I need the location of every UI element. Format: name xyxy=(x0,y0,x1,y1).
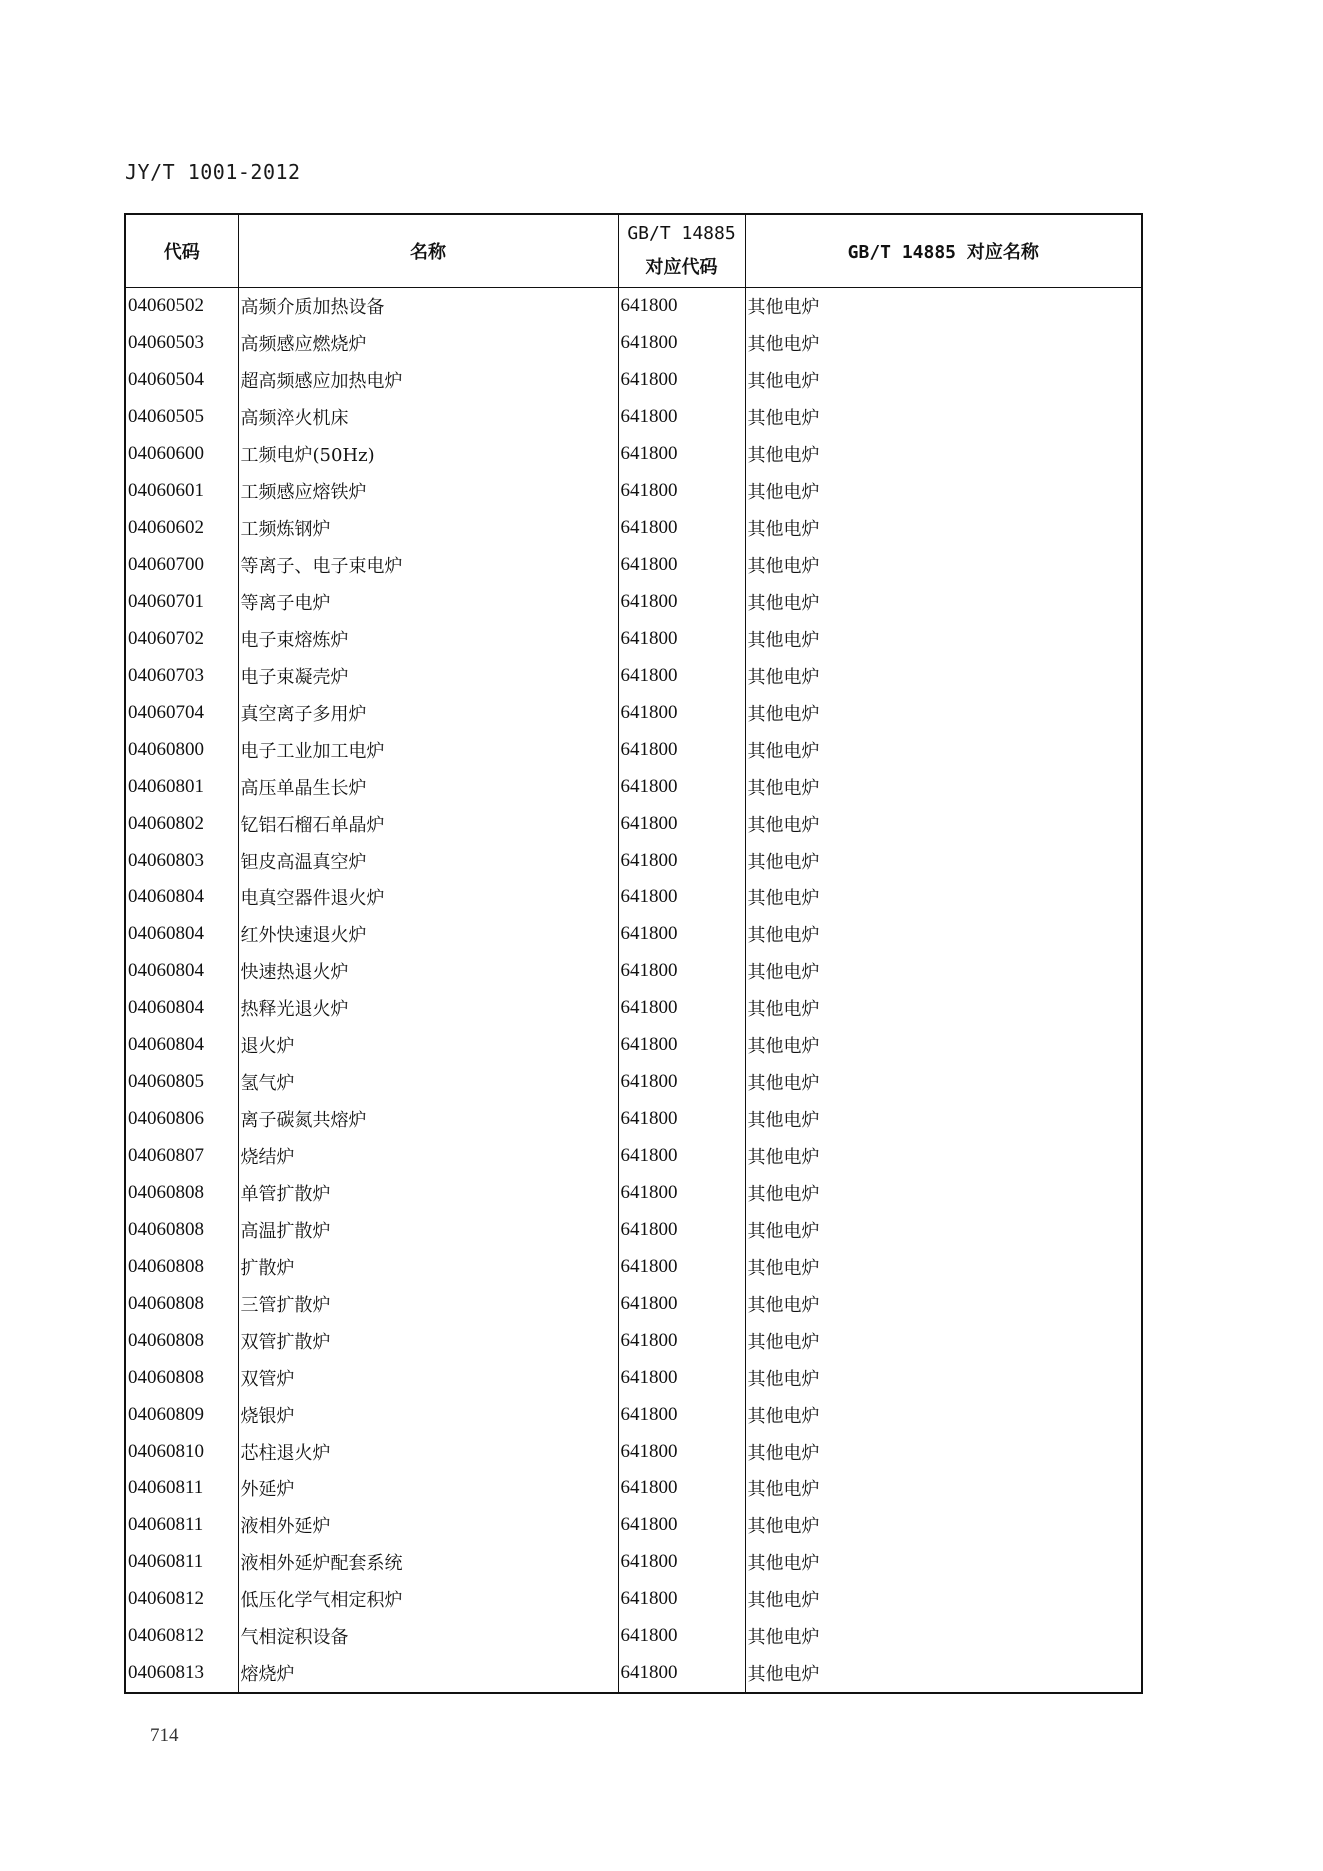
cell-name: 热释光退火炉 xyxy=(238,990,618,1027)
cell-gb-code: 641800 xyxy=(618,1618,745,1655)
cell-name: 电真空器件退火炉 xyxy=(238,879,618,916)
cell-name: 高频淬火机床 xyxy=(238,399,618,436)
cell-name: 扩散炉 xyxy=(238,1248,618,1285)
cell-gb-code: 641800 xyxy=(618,731,745,768)
cell-code: 04060806 xyxy=(125,1101,238,1138)
cell-gb-code: 641800 xyxy=(618,1322,745,1359)
cell-gb-code: 641800 xyxy=(618,694,745,731)
table-row xyxy=(125,288,1142,325)
cell-gb-name: 其他电炉 xyxy=(745,1138,1142,1175)
cell-code: 04060812 xyxy=(125,1618,238,1655)
cell-gb-code: 641800 xyxy=(618,1064,745,1101)
cell-gb-code: 641800 xyxy=(618,768,745,805)
cell-code: 04060801 xyxy=(125,768,238,805)
cell-gb-code: 641800 xyxy=(618,288,745,325)
cell-code: 04060804 xyxy=(125,953,238,990)
cell-name: 等离子电炉 xyxy=(238,584,618,621)
cell-name: 电子工业加工电炉 xyxy=(238,731,618,768)
cell-gb-code: 641800 xyxy=(618,1507,745,1544)
cell-code: 04060505 xyxy=(125,399,238,436)
table-row xyxy=(125,768,1142,805)
table-row xyxy=(125,1138,1142,1175)
header-code: 代码 xyxy=(125,214,238,288)
table-row xyxy=(125,584,1142,621)
cell-gb-code: 641800 xyxy=(618,1581,745,1618)
page-number: 714 xyxy=(150,1725,179,1746)
cell-gb-code: 641800 xyxy=(618,1138,745,1175)
cell-name: 工频炼钢炉 xyxy=(238,510,618,547)
cell-code: 04060502 xyxy=(125,288,238,325)
cell-gb-name: 其他电炉 xyxy=(745,805,1142,842)
header-gb-code xyxy=(618,214,745,288)
cell-gb-name: 其他电炉 xyxy=(745,1507,1142,1544)
cell-name: 气相淀积设备 xyxy=(238,1618,618,1655)
cell-code: 04060804 xyxy=(125,916,238,953)
cell-name: 液相外延炉配套系统 xyxy=(238,1544,618,1581)
cell-gb-code: 641800 xyxy=(618,584,745,621)
cell-code: 04060808 xyxy=(125,1322,238,1359)
cell-name: 钽皮高温真空炉 xyxy=(238,842,618,879)
cell-name: 电子束凝壳炉 xyxy=(238,657,618,694)
cell-gb-name: 其他电炉 xyxy=(745,1175,1142,1212)
cell-gb-name: 其他电炉 xyxy=(745,1359,1142,1396)
table-row xyxy=(125,842,1142,879)
cell-name: 烧结炉 xyxy=(238,1138,618,1175)
cell-name: 高温扩散炉 xyxy=(238,1211,618,1248)
cell-code: 04060702 xyxy=(125,620,238,657)
cell-name: 低压化学气相定积炉 xyxy=(238,1581,618,1618)
cell-code: 04060602 xyxy=(125,510,238,547)
cell-code: 04060601 xyxy=(125,473,238,510)
cell-gb-code: 641800 xyxy=(618,1544,745,1581)
cell-name: 离子碳氮共熔炉 xyxy=(238,1101,618,1138)
cell-name: 工频电炉(50Hz) xyxy=(238,436,618,473)
cell-name: 快速热退火炉 xyxy=(238,953,618,990)
cell-gb-name: 其他电炉 xyxy=(745,620,1142,657)
cell-code: 04060804 xyxy=(125,879,238,916)
table-row xyxy=(125,1470,1142,1507)
cell-gb-code: 641800 xyxy=(618,1101,745,1138)
cell-gb-name: 其他电炉 xyxy=(745,1544,1142,1581)
cell-code: 04060802 xyxy=(125,805,238,842)
cell-gb-name: 其他电炉 xyxy=(745,1433,1142,1470)
cell-code: 04060804 xyxy=(125,1027,238,1064)
table-row xyxy=(125,1027,1142,1064)
cell-name: 双管扩散炉 xyxy=(238,1322,618,1359)
cell-code: 04060813 xyxy=(125,1655,238,1693)
cell-code: 04060503 xyxy=(125,325,238,362)
cell-name: 超高频感应加热电炉 xyxy=(238,362,618,399)
table-row xyxy=(125,657,1142,694)
cell-gb-code: 641800 xyxy=(618,1470,745,1507)
cell-code: 04060808 xyxy=(125,1285,238,1322)
cell-gb-name: 其他电炉 xyxy=(745,510,1142,547)
cell-gb-code: 641800 xyxy=(618,990,745,1027)
table-row xyxy=(125,1544,1142,1581)
cell-gb-code: 641800 xyxy=(618,916,745,953)
cell-name: 高频介质加热设备 xyxy=(238,288,618,325)
cell-code: 04060701 xyxy=(125,584,238,621)
cell-code: 04060811 xyxy=(125,1544,238,1581)
table-row xyxy=(125,916,1142,953)
header-gb-code-line1: GB/T 14885 xyxy=(627,223,736,244)
code-table xyxy=(124,213,1143,1694)
cell-name: 芯柱退火炉 xyxy=(238,1433,618,1470)
table-row xyxy=(125,1285,1142,1322)
table-row xyxy=(125,1433,1142,1470)
header-gb-code-line2: 对应代码 xyxy=(645,257,718,278)
table-row xyxy=(125,1322,1142,1359)
table-row xyxy=(125,473,1142,510)
cell-name: 氢气炉 xyxy=(238,1064,618,1101)
cell-gb-name: 其他电炉 xyxy=(745,694,1142,731)
table-row xyxy=(125,1581,1142,1618)
table-row xyxy=(125,547,1142,584)
cell-gb-code: 641800 xyxy=(618,510,745,547)
cell-gb-name: 其他电炉 xyxy=(745,768,1142,805)
cell-gb-name: 其他电炉 xyxy=(745,1285,1142,1322)
cell-gb-name: 其他电炉 xyxy=(745,288,1142,325)
cell-name: 高压单晶生长炉 xyxy=(238,768,618,805)
table-header xyxy=(125,214,1142,288)
cell-gb-name: 其他电炉 xyxy=(745,1064,1142,1101)
cell-code: 04060809 xyxy=(125,1396,238,1433)
cell-name: 双管炉 xyxy=(238,1359,618,1396)
cell-gb-name: 其他电炉 xyxy=(745,399,1142,436)
table-row xyxy=(125,1507,1142,1544)
cell-gb-code: 641800 xyxy=(618,473,745,510)
cell-gb-name: 其他电炉 xyxy=(745,916,1142,953)
cell-name: 烧银炉 xyxy=(238,1396,618,1433)
table-body xyxy=(125,288,1142,1693)
cell-gb-name: 其他电炉 xyxy=(745,1618,1142,1655)
cell-gb-code: 641800 xyxy=(618,547,745,584)
cell-code: 04060808 xyxy=(125,1248,238,1285)
cell-gb-name: 其他电炉 xyxy=(745,473,1142,510)
cell-name: 电子束熔炼炉 xyxy=(238,620,618,657)
cell-gb-name: 其他电炉 xyxy=(745,1581,1142,1618)
cell-name: 真空离子多用炉 xyxy=(238,694,618,731)
table-row xyxy=(125,1396,1142,1433)
cell-code: 04060700 xyxy=(125,547,238,584)
header-gb-name: GB/T 14885 对应名称 xyxy=(745,214,1142,288)
table-row xyxy=(125,990,1142,1027)
cell-code: 04060504 xyxy=(125,362,238,399)
cell-gb-name: 其他电炉 xyxy=(745,657,1142,694)
cell-gb-code: 641800 xyxy=(618,1248,745,1285)
cell-code: 04060704 xyxy=(125,694,238,731)
cell-gb-code: 641800 xyxy=(618,1285,745,1322)
cell-gb-name: 其他电炉 xyxy=(745,584,1142,621)
cell-gb-code: 641800 xyxy=(618,805,745,842)
table-row xyxy=(125,953,1142,990)
cell-gb-name: 其他电炉 xyxy=(745,731,1142,768)
cell-name: 退火炉 xyxy=(238,1027,618,1064)
table-row xyxy=(125,1359,1142,1396)
cell-code: 04060808 xyxy=(125,1175,238,1212)
cell-gb-code: 641800 xyxy=(618,1359,745,1396)
cell-code: 04060811 xyxy=(125,1470,238,1507)
cell-code: 04060805 xyxy=(125,1064,238,1101)
cell-gb-code: 641800 xyxy=(618,842,745,879)
cell-gb-code: 641800 xyxy=(618,436,745,473)
cell-gb-name: 其他电炉 xyxy=(745,1322,1142,1359)
table-row xyxy=(125,1064,1142,1101)
cell-code: 04060804 xyxy=(125,990,238,1027)
standard-id: JY/T 1001-2012 xyxy=(125,160,301,184)
cell-gb-name: 其他电炉 xyxy=(745,879,1142,916)
cell-name: 三管扩散炉 xyxy=(238,1285,618,1322)
cell-name: 液相外延炉 xyxy=(238,1507,618,1544)
cell-name: 熔烧炉 xyxy=(238,1655,618,1693)
table-row xyxy=(125,436,1142,473)
cell-name: 等离子、电子束电炉 xyxy=(238,547,618,584)
cell-gb-code: 641800 xyxy=(618,325,745,362)
cell-gb-name: 其他电炉 xyxy=(745,1470,1142,1507)
cell-code: 04060808 xyxy=(125,1359,238,1396)
table-row xyxy=(125,362,1142,399)
cell-name: 红外快速退火炉 xyxy=(238,916,618,953)
cell-gb-name: 其他电炉 xyxy=(745,1027,1142,1064)
table-row xyxy=(125,620,1142,657)
table-row xyxy=(125,1211,1142,1248)
cell-gb-code: 641800 xyxy=(618,1027,745,1064)
cell-code: 04060810 xyxy=(125,1433,238,1470)
cell-gb-name: 其他电炉 xyxy=(745,436,1142,473)
cell-code: 04060812 xyxy=(125,1581,238,1618)
cell-gb-name: 其他电炉 xyxy=(745,990,1142,1027)
cell-code: 04060803 xyxy=(125,842,238,879)
cell-gb-name: 其他电炉 xyxy=(745,1655,1142,1693)
table-row xyxy=(125,1175,1142,1212)
cell-gb-name: 其他电炉 xyxy=(745,547,1142,584)
cell-gb-name: 其他电炉 xyxy=(745,1101,1142,1138)
cell-gb-name: 其他电炉 xyxy=(745,362,1142,399)
cell-name: 单管扩散炉 xyxy=(238,1175,618,1212)
table-row xyxy=(125,510,1142,547)
cell-gb-name: 其他电炉 xyxy=(745,325,1142,362)
cell-code: 04060807 xyxy=(125,1138,238,1175)
cell-gb-code: 641800 xyxy=(618,620,745,657)
cell-gb-code: 641800 xyxy=(618,362,745,399)
cell-code: 04060703 xyxy=(125,657,238,694)
cell-gb-code: 641800 xyxy=(618,953,745,990)
cell-gb-name: 其他电炉 xyxy=(745,953,1142,990)
cell-gb-code: 641800 xyxy=(618,1175,745,1212)
cell-name: 外延炉 xyxy=(238,1470,618,1507)
cell-gb-code: 641800 xyxy=(618,1396,745,1433)
cell-code: 04060808 xyxy=(125,1211,238,1248)
cell-gb-name: 其他电炉 xyxy=(745,1248,1142,1285)
cell-code: 04060600 xyxy=(125,436,238,473)
header-name: 名称 xyxy=(238,214,618,288)
cell-gb-name: 其他电炉 xyxy=(745,1211,1142,1248)
cell-name: 工频感应熔铁炉 xyxy=(238,473,618,510)
cell-gb-code: 641800 xyxy=(618,399,745,436)
cell-code: 04060800 xyxy=(125,731,238,768)
table-row xyxy=(125,1101,1142,1138)
cell-gb-name: 其他电炉 xyxy=(745,842,1142,879)
cell-gb-code: 641800 xyxy=(618,1655,745,1693)
table-row xyxy=(125,694,1142,731)
table-row xyxy=(125,1655,1142,1693)
cell-name: 高频感应燃烧炉 xyxy=(238,325,618,362)
table-row xyxy=(125,1618,1142,1655)
table-row xyxy=(125,1248,1142,1285)
table-row xyxy=(125,879,1142,916)
cell-gb-code: 641800 xyxy=(618,1211,745,1248)
cell-gb-name: 其他电炉 xyxy=(745,1396,1142,1433)
cell-gb-code: 641800 xyxy=(618,1433,745,1470)
table-row xyxy=(125,399,1142,436)
cell-name: 钇铝石榴石单晶炉 xyxy=(238,805,618,842)
table-row xyxy=(125,325,1142,362)
table-row xyxy=(125,805,1142,842)
cell-code: 04060811 xyxy=(125,1507,238,1544)
cell-gb-code: 641800 xyxy=(618,879,745,916)
table-row xyxy=(125,731,1142,768)
cell-gb-code: 641800 xyxy=(618,657,745,694)
